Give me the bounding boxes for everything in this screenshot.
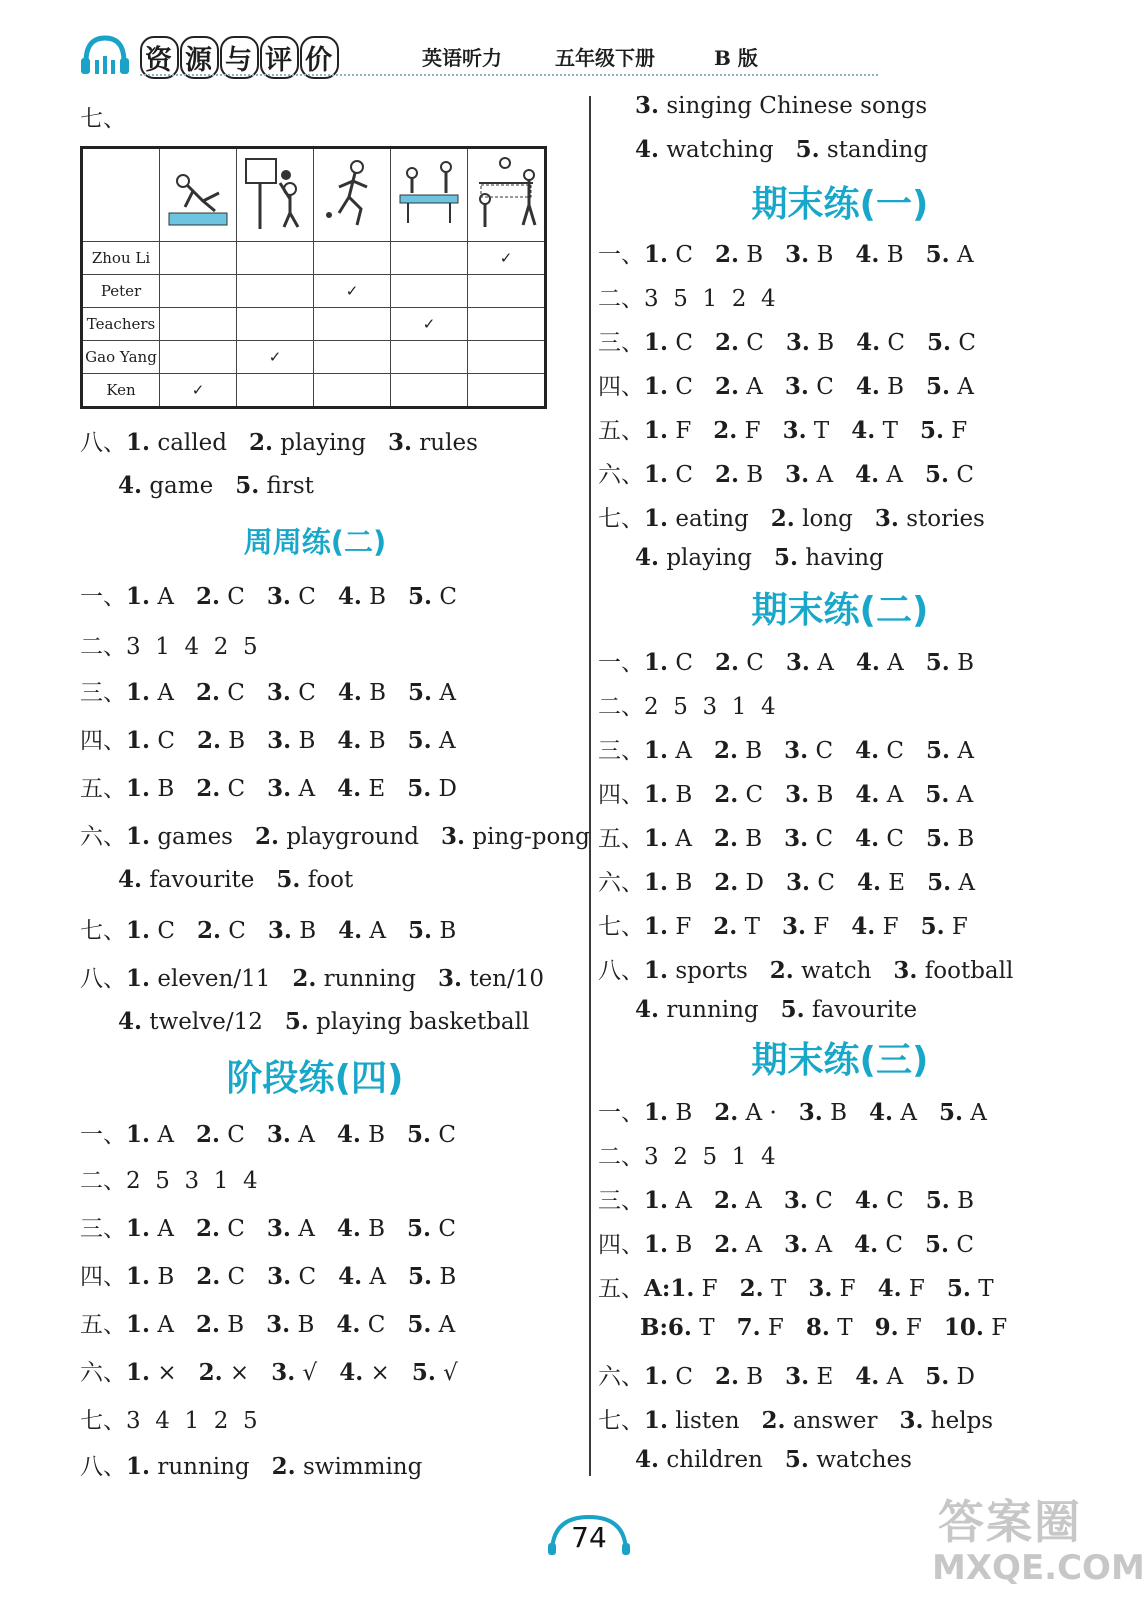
answer-line [118, 472, 336, 499]
answer-item: 4. T [851, 417, 898, 444]
answer-line [598, 500, 1007, 533]
answer-item: 3. C [784, 825, 834, 852]
answer-item: 3. A [266, 1121, 315, 1148]
answer-item: 3. stories [874, 505, 985, 532]
answer-item: 3. C [267, 1263, 317, 1290]
question-number: 四、 [598, 1232, 644, 1258]
answer-item: 2. C [195, 679, 245, 706]
answer-item: 4. playing [635, 544, 753, 571]
question-number: 一、 [598, 1100, 644, 1126]
answer-line [80, 674, 478, 707]
answer-item: 5. A [938, 1099, 987, 1126]
answer-item: 3. C [784, 373, 834, 400]
answer-line [80, 628, 280, 661]
answer-line [80, 1306, 477, 1339]
answer-line [635, 92, 949, 119]
answer-item: 5. B [925, 649, 974, 676]
answer-line [598, 644, 996, 677]
answer-item: 2. A [713, 1187, 762, 1214]
answer-line [80, 912, 478, 945]
answer-item: 2. B [714, 461, 764, 488]
question-number: 三、 [80, 1216, 126, 1242]
answer-item: 5. A [926, 373, 974, 400]
answer-item: 5. B [926, 825, 975, 852]
answer-item: 1. A [126, 1215, 174, 1242]
header-divider [140, 74, 878, 76]
answer-item: 5. B [925, 1187, 974, 1214]
answer-item: 2. B [195, 1311, 245, 1338]
running-picture [314, 148, 391, 242]
question-number: 二、 [598, 1144, 644, 1170]
answer-item: 1. A [644, 1187, 692, 1214]
answer-item: 8. T [805, 1314, 853, 1341]
answer-item: 2. C [195, 583, 245, 610]
answer-item: 1. C [644, 329, 693, 356]
table-row-name: Zhou Li [82, 242, 160, 275]
answer-item: 2. C [195, 1121, 245, 1148]
answer-line [80, 1354, 480, 1387]
answer-item: 1. F [644, 913, 692, 940]
answer-item: 3. B [785, 241, 834, 268]
answer-line [598, 776, 995, 809]
answer-line [598, 1182, 996, 1215]
answer-line [635, 136, 950, 163]
answer-item: 3. C [266, 583, 316, 610]
answer-item: 7. F [736, 1314, 784, 1341]
answer-item: 2. long [770, 505, 853, 532]
answer-item: 5. B [408, 1263, 457, 1290]
answer-item: 4. A [338, 917, 387, 944]
answer-item: 3. B [266, 1311, 315, 1338]
answer-item: 1. running [126, 1453, 250, 1480]
section-title: 期末练(一) [751, 184, 929, 225]
question-number: 四、 [80, 728, 126, 754]
answer-item: 5. foot [276, 866, 354, 893]
answer-line [598, 280, 798, 313]
answer-line [598, 324, 998, 357]
question-number: 五、 [598, 826, 644, 852]
answer-item: 2. × [198, 1359, 250, 1386]
answer-item: 2. C [195, 1215, 245, 1242]
answer-item: 4. B [855, 373, 905, 400]
answer-item: 2. B [713, 737, 763, 764]
answer-line [598, 864, 997, 897]
answer-line [80, 1162, 280, 1195]
question-number: 二、 [598, 286, 644, 312]
answer-item: 1. called [126, 429, 227, 456]
answer-item: 3 2 5 1 4 [644, 1144, 776, 1170]
answer-line [118, 866, 375, 893]
basketball-picture [237, 148, 314, 242]
answer-item: 1. games [126, 823, 233, 850]
answer-item: 3. √ [271, 1359, 318, 1386]
answer-line [80, 1258, 478, 1291]
swimming-picture [160, 148, 237, 242]
answer-item: 5. watches [784, 1446, 912, 1473]
answer-item: 3. A [784, 1231, 833, 1258]
answer-item: 3. A [267, 775, 316, 802]
question-number: 二、 [598, 694, 644, 720]
answer-item: 1. B [126, 775, 175, 802]
answer-item: 3. C [784, 737, 834, 764]
answer-line [80, 1210, 478, 1243]
answer-item: 1. C [126, 917, 175, 944]
answer-item: 2. running [292, 965, 416, 992]
answer-line [640, 1314, 1029, 1341]
answer-line [598, 236, 996, 269]
answer-line [598, 732, 996, 765]
answer-item: 1. C [644, 241, 693, 268]
answer-item: 3. B [798, 1099, 848, 1126]
answer-item: 5. F [919, 417, 968, 444]
answer-line [80, 960, 566, 993]
answer-item: 3 5 1 2 4 [644, 286, 776, 312]
column-divider [589, 96, 591, 1476]
question-number: 六、 [598, 870, 644, 896]
question-number: 三、 [598, 738, 644, 764]
question-number: 五、 [80, 776, 126, 802]
question-number: 一、 [80, 1122, 126, 1148]
answer-item: 1. eating [644, 505, 749, 532]
section-label: 七、 [80, 106, 126, 132]
answer-item: 2. A [714, 373, 763, 400]
headphones-icon [78, 32, 132, 76]
answer-item: 1. A [126, 679, 174, 706]
answer-item: 3. helps [899, 1407, 994, 1434]
answer-item: 2. watch [769, 957, 872, 984]
answer-item: 3. football [893, 957, 1014, 984]
answer-item: 3. A [785, 461, 834, 488]
answer-line [80, 1402, 280, 1435]
answer-item: 1. B [644, 781, 693, 808]
table-corner [82, 148, 160, 242]
grade-label: 五年级下册 [555, 46, 655, 70]
answer-item: 4. C [854, 1231, 904, 1258]
answer-item: 4. C [854, 1187, 904, 1214]
answer-item: 5. C [407, 1215, 456, 1242]
answer-line [80, 770, 479, 803]
answer-item: 4. B [337, 679, 387, 706]
answer-item: 1. A [644, 737, 692, 764]
answer-item: 3. B [785, 781, 834, 808]
answer-item: 2. C [196, 1263, 246, 1290]
answer-item: 2. playground [255, 823, 420, 850]
answer-item: 1. F [644, 417, 692, 444]
answer-item: 5. A [408, 679, 456, 706]
answer-item: 4. C [855, 737, 905, 764]
answer-item: 5. C [407, 1121, 456, 1148]
table-row-name: Peter [82, 275, 160, 308]
answer-item: 2. C [196, 775, 246, 802]
question-number: 三、 [598, 1188, 644, 1214]
answer-item: 1. A [644, 825, 692, 852]
answer-item: 3 4 1 2 5 [126, 1408, 258, 1434]
question-number: 八、 [80, 1454, 126, 1480]
answer-item: 3. rules [387, 429, 478, 456]
question-number: 三、 [80, 680, 126, 706]
answer-line [118, 1008, 551, 1035]
answer-line [80, 722, 478, 755]
question-number: 一、 [80, 584, 126, 610]
question-number: 六、 [598, 1364, 644, 1390]
answer-item: 1. eleven/11 [126, 965, 271, 992]
answer-item: 3. singing Chinese songs [635, 92, 928, 119]
answer-item: B:6. T [640, 1314, 715, 1341]
question-number: 八、 [80, 430, 126, 456]
answer-item: 4. B [337, 727, 386, 754]
page-number: 74 [544, 1513, 634, 1557]
answer-item: 2. C [714, 781, 764, 808]
answer-item: 4. B [336, 1215, 386, 1242]
answer-item: 5. standing [795, 136, 929, 163]
answer-item: 1. sports [644, 957, 748, 984]
answer-item: 1. A [126, 1121, 174, 1148]
answer-table: Zhou Li ✓ Peter ✓ Teachers ✓ Gao Yang ✓ Ken ✓ [80, 146, 547, 409]
answer-item: 2. T [713, 913, 760, 940]
answer-item: 5. C [925, 1231, 974, 1258]
answer-line [598, 1402, 1015, 1435]
answer-item: 5. A [926, 737, 974, 764]
answer-item: 3. A [785, 649, 834, 676]
answer-line [635, 996, 939, 1023]
answer-item: 4. B [337, 583, 387, 610]
answer-item: 3. B [785, 329, 835, 356]
question-number: 六、 [80, 1360, 126, 1386]
question-number: 七、 [80, 1408, 126, 1434]
answer-item: 5. favourite [780, 996, 918, 1023]
answer-item: 2 5 3 1 4 [644, 694, 776, 720]
answer-item: 2. A [714, 1231, 763, 1258]
answer-item: 4. watching [635, 136, 774, 163]
answer-line [80, 1116, 478, 1149]
answer-item: 2. F [713, 417, 761, 444]
answer-item: 2. D [714, 869, 765, 896]
answer-item: 4. B [855, 241, 904, 268]
answer-item: 4. children [635, 1446, 763, 1473]
answer-line [80, 578, 479, 611]
answer-item: 4. favourite [118, 866, 255, 893]
answer-item: 3. ping-pong [441, 823, 590, 850]
answer-item: 4. twelve/12 [118, 1008, 263, 1035]
section-title: 期末练(三) [751, 1040, 929, 1081]
ping-pong-picture [391, 148, 468, 242]
answer-item: 5. C [408, 583, 457, 610]
answer-item: 2. C [196, 917, 246, 944]
watermark-logo: 答案圈 MXQE.COM [932, 1495, 1145, 1588]
answer-item: 2. T [739, 1275, 787, 1302]
answer-item: 3 1 4 2 5 [126, 634, 258, 660]
answer-line [598, 1270, 1016, 1303]
answer-item: A:1. F [644, 1275, 718, 1302]
answer-item: 4. C [856, 329, 906, 356]
answer-item: 4. F [877, 1275, 925, 1302]
answer-item: 5. A [925, 781, 974, 808]
answer-item: 4. A [338, 1263, 387, 1290]
answer-line [598, 456, 996, 489]
question-number: 七、 [598, 1408, 644, 1434]
answer-item: 5. playing basketball [284, 1008, 530, 1035]
answer-line [598, 1358, 997, 1391]
answer-line [80, 424, 500, 457]
answer-item: 3. B [267, 917, 317, 944]
page-header [78, 28, 798, 80]
answer-item: 9. F [874, 1314, 922, 1341]
answer-item: 1. listen [644, 1407, 740, 1434]
answer-item: 1. A [126, 1311, 174, 1338]
question-number: 七、 [598, 506, 644, 532]
answer-item: 4. A [855, 649, 904, 676]
answer-item: 5. first [235, 472, 314, 499]
answer-line [598, 908, 990, 941]
answer-item: 4. C [336, 1311, 386, 1338]
table-row-name: Ken [82, 374, 160, 408]
answer-line [80, 818, 612, 851]
answer-item: 2. A · [714, 1099, 777, 1126]
answer-item: 5. C [927, 329, 976, 356]
answer-item: 5. having [774, 544, 884, 571]
answer-item: 5. C [925, 461, 974, 488]
answer-item: 1. A [126, 583, 174, 610]
answer-item: 2. B [714, 241, 764, 268]
answer-line [598, 1138, 798, 1171]
answer-item: 2. B [196, 727, 246, 754]
question-number: 七、 [80, 918, 126, 944]
answer-item: 1. B [644, 869, 693, 896]
question-number: 三、 [598, 330, 644, 356]
answer-item: 1. C [126, 727, 175, 754]
answer-line [598, 688, 798, 721]
answer-item: 4. × [339, 1359, 390, 1386]
answer-item: 3. T [782, 417, 830, 444]
answer-item: 1. C [644, 649, 693, 676]
section-title: 阶段练(四) [226, 1058, 404, 1099]
volleyball-picture [468, 148, 546, 242]
question-number: 五、 [598, 418, 644, 444]
question-number: 六、 [80, 824, 126, 850]
answer-item: 3. ten/10 [438, 965, 545, 992]
answer-item: 4. C [855, 825, 905, 852]
answer-item: 1. C [644, 461, 693, 488]
answer-line [635, 1446, 934, 1473]
question-number: 二、 [80, 1168, 126, 1194]
question-number: 四、 [598, 782, 644, 808]
answer-item: 5. A [927, 869, 976, 896]
answer-item: 4. A [869, 1099, 917, 1126]
answer-item: 2 5 3 1 4 [126, 1168, 258, 1194]
answer-item: 3. A [266, 1215, 315, 1242]
answer-item: 5. D [925, 1363, 976, 1390]
table-row-name: Gao Yang [82, 341, 160, 374]
brand-title: 资 源 与 评 价 [140, 36, 340, 79]
answer-item: 4. B [336, 1121, 386, 1148]
answer-item: 4. running [635, 996, 759, 1023]
answer-item: 4. game [118, 472, 214, 499]
answer-line [598, 1226, 996, 1259]
answer-line [598, 1094, 1009, 1127]
question-number: 八、 [80, 966, 126, 992]
question-number: 二、 [80, 634, 126, 660]
answer-item: 1. × [126, 1359, 177, 1386]
answer-item: 2. B [713, 825, 763, 852]
answer-item: 1. B [126, 1263, 175, 1290]
answer-item: 2. B [714, 1363, 764, 1390]
answer-item: 5. B [408, 917, 457, 944]
answer-line [598, 952, 1035, 985]
answer-item: 4. A [855, 1363, 904, 1390]
table-row-name: Teachers [82, 308, 160, 341]
section-title: 期末练(二) [751, 590, 929, 631]
answer-item: 3. B [267, 727, 316, 754]
subject-label: 英语听力 [422, 46, 502, 70]
answer-item: 4. E [337, 775, 386, 802]
answer-item: 3. C [266, 679, 316, 706]
answer-line [598, 820, 996, 853]
question-number: 五、 [80, 1312, 126, 1338]
answer-item: 2. playing [248, 429, 366, 456]
answer-item: 1. B [644, 1099, 693, 1126]
answer-item: 2. C [714, 649, 764, 676]
answer-item: 3. F [808, 1275, 856, 1302]
answer-line [635, 544, 906, 571]
answer-item: 3. C [786, 869, 835, 896]
section-title: 周周练(二) [243, 525, 387, 559]
answer-item: 5. F [920, 913, 968, 940]
answer-item: 1. B [644, 1231, 693, 1258]
answer-item: 5. A [407, 727, 456, 754]
question-number: 一、 [598, 650, 644, 676]
answer-line [598, 368, 996, 401]
answer-item: 3. E [785, 1363, 834, 1390]
answer-item: 1. C [644, 1363, 693, 1390]
answer-line [598, 412, 989, 445]
question-number: 六、 [598, 462, 644, 488]
answer-item: 3. F [781, 913, 830, 940]
answer-item: 2. swimming [271, 1453, 423, 1480]
answer-item: 4. A [855, 781, 904, 808]
answer-item: 5. T [946, 1275, 994, 1302]
question-number: 八、 [598, 958, 644, 984]
answer-item: 5. D [407, 775, 458, 802]
answer-item: 3. C [783, 1187, 833, 1214]
answer-item: 4. A [855, 461, 904, 488]
answer-item: 5. A [925, 241, 974, 268]
answer-item: 1. C [644, 373, 693, 400]
question-number: 四、 [598, 374, 644, 400]
answer-item: 4. E [856, 869, 906, 896]
answer-item: 10. F [943, 1314, 1008, 1341]
question-number: 七、 [598, 914, 644, 940]
edition-label: B 版 [714, 46, 758, 70]
answer-line [80, 1448, 444, 1481]
answer-item: 5. √ [411, 1359, 458, 1386]
question-number: 一、 [598, 242, 644, 268]
answer-item: 5. A [407, 1311, 456, 1338]
answer-item: 2. answer [761, 1407, 878, 1434]
answer-item: 2. C [714, 329, 764, 356]
answer-item: 4. F [851, 913, 899, 940]
question-number: 五、 [598, 1276, 644, 1302]
question-number: 四、 [80, 1264, 126, 1290]
